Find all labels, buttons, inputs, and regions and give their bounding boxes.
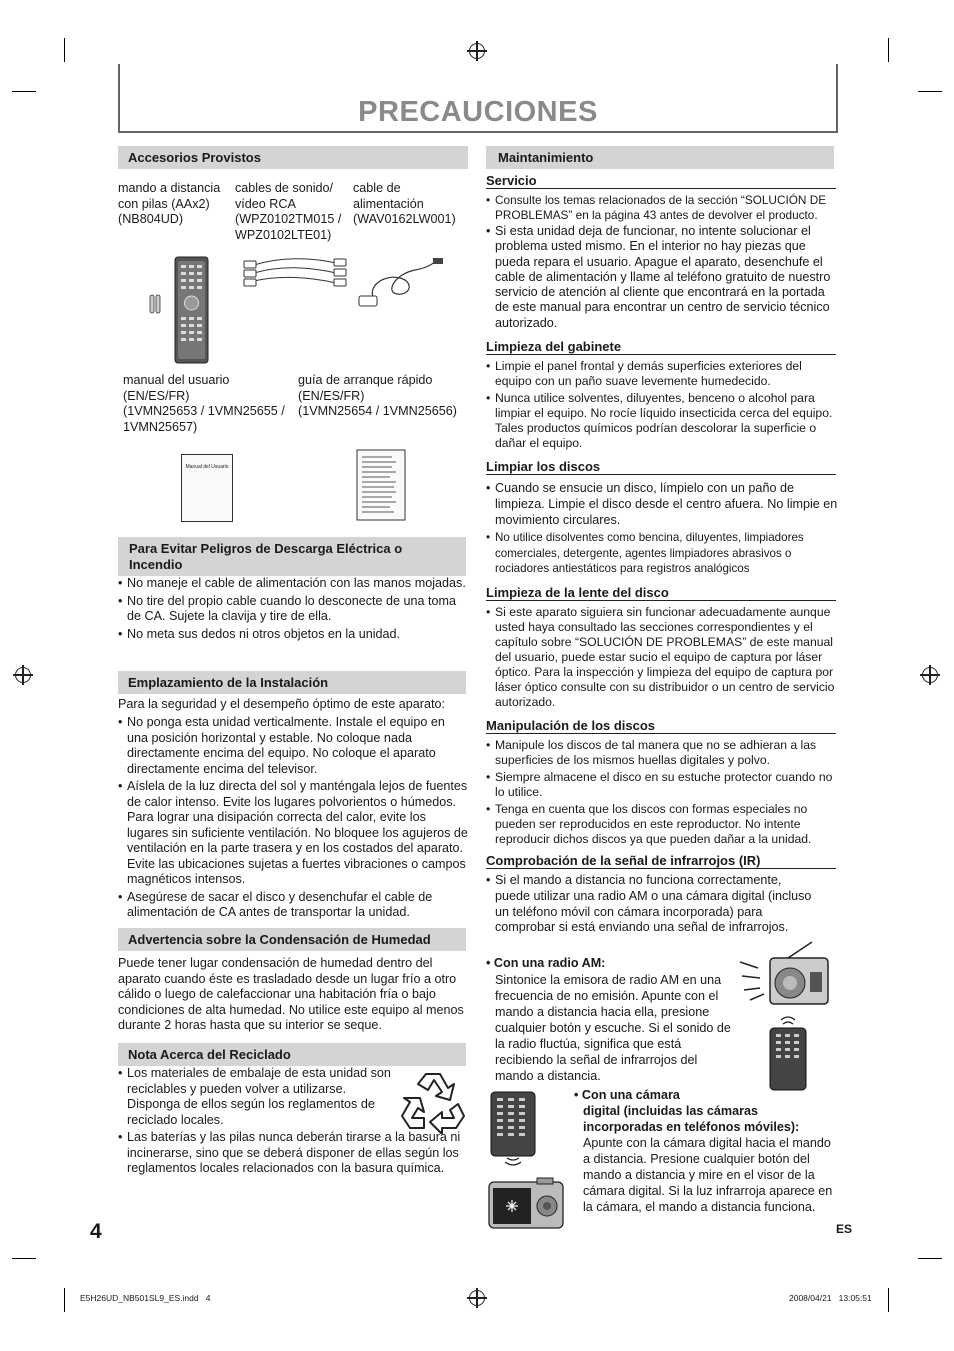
crop-mark xyxy=(918,1258,942,1259)
radio-icon xyxy=(738,940,836,1010)
subheading-manipulacion: Manipulación de los discos xyxy=(486,718,836,734)
page-title: PRECAUCIONES xyxy=(358,96,598,128)
list-item: • Los materiales de embalaje de esta unidad son reciclables y pueden volver a utilizarse. Disponga de ellos según los reglamentos de reciclado locales. xyxy=(118,1066,395,1128)
ir-radio-text: Sintonice la emisora de radio AM en una frecuencia de no emisión. Apunte con el mando a distancia hacia ella, presione cualquier botón y escuche. Si el sonido de la radio fluctúa, significa que está recibiendo la señal de infrarrojos del mando a distancia. xyxy=(495,973,731,1083)
condensacion-text: Puede tener lugar condensación de humedad dentro del aparato cuando éste es trasladado desde un lugar frío a otro cálido o luego de calefaccionar una habitación fría o bajo condiciones de alta humedad. No utilice este equipo al menos durante 2 horas hasta que su interior se seque. xyxy=(118,956,464,1032)
remote-control-icon xyxy=(487,1090,539,1174)
quick-start-guide-icon xyxy=(356,449,406,521)
list-item: • Si esta unidad deja de funcionar, no intente solucionar el problema usted mismo. En el interior no hay piezas que pueda repara el usuario. Apague el aparato, desenchufe el cable de alimentación y llame al teléfono gratuito de nuestro servicio de atención al cliente que encontrará en la portada de este manual para encontrar un centro de servicio técnico autorizado. xyxy=(486,224,838,331)
crop-mark xyxy=(888,1288,889,1312)
accessory-quickstart-label: guía de arranque rápido (EN/ES/FR) (1VMN25654 / 1VMN25656) xyxy=(298,373,457,418)
registration-mark-icon xyxy=(469,1290,485,1306)
remote-control-icon xyxy=(146,255,210,365)
remote-control-icon xyxy=(765,1012,811,1092)
manipulacion-list xyxy=(486,738,838,849)
list-item: • Si este aparato siguiera sin funcionar adecuadamente aunque usted haya consultado las secciones correspondientes y el capítulo sobre “SOLUCIÓN DE PROBLEMAS” de este manual del usuario, puede estar sucio el equipo de captura por láser óptico. Para la inspección y limpieza del equipo de captura por láser óptico consulte con su distribuidor o un centro de servicio autorizado. xyxy=(486,605,838,710)
language-label: ES xyxy=(836,1222,853,1236)
subheading-discos: Limpiar los discos xyxy=(486,459,836,475)
lente-list xyxy=(486,605,838,712)
list-item: • Las baterías y las pilas nunca deberán tirarse a la basura ni incinerarse, sino que se deberá disponer de ellas según los reglamentos locales relacionados con la basura química. xyxy=(118,1130,468,1177)
list-item: • No meta sus dedos ni otros objetos en la unidad. xyxy=(118,627,468,643)
accessory-remote-label: mando a distancia con pilas (AAx2) (NB804UD) xyxy=(118,181,221,226)
av-cable-icon xyxy=(240,255,350,300)
crop-mark xyxy=(888,38,889,62)
subheading-lente: Limpieza de la lente del disco xyxy=(486,585,836,601)
list-item: • Siempre almacene el disco en su estuche protector cuando no lo utilice. xyxy=(486,770,838,800)
list-item: • Tenga en cuenta que los discos con formas especiales no pueden ser reproducidos en este reproductor. No intente reproducir dichos discos ya que pueden dañar a la unidad. xyxy=(486,802,838,847)
registration-mark-icon xyxy=(469,43,485,59)
servicio-list xyxy=(486,193,838,333)
gabinete-list xyxy=(486,359,838,453)
list-item: • No utilice disolventes como bencina, diluyentes, limpiadores comerciales, detergente, agentes limpiadores abrasivos o rociadores antiestáticos para registros analógicos xyxy=(486,530,838,577)
section-heading-descarga: Para Evitar Peligros de Descarga Eléctrica o Incendio xyxy=(118,537,466,576)
ir-radio-heading: • Con una radio AM: xyxy=(486,956,606,970)
accessory-power-cable-label: cable de alimentación (WAV0162LW001) xyxy=(353,181,456,226)
accessory-manual-label: manual del usuario (EN/ES/FR) (1VMN25653 / 1VMN25655 / 1VMN25657) xyxy=(123,373,285,434)
registration-mark-icon xyxy=(15,667,31,683)
list-item: • Asegúrese de sacar el disco y desenchufar el cable de alimentación de CA antes de transportar la unidad. xyxy=(118,890,468,921)
registration-mark-icon xyxy=(922,667,938,683)
discos-list xyxy=(486,480,838,579)
list-item: • No maneje el cable de alimentación con las manos mojadas. xyxy=(118,576,468,592)
emplazamiento-intro: Para la seguridad y el desempeño óptimo de este aparato: xyxy=(118,697,445,711)
ir-list xyxy=(486,873,816,938)
user-manual-icon: Manual del Usuario xyxy=(181,454,233,522)
descarga-list xyxy=(118,576,468,644)
subheading-servicio: Servicio xyxy=(486,173,836,189)
subheading-gabinete: Limpieza del gabinete xyxy=(486,339,836,355)
list-item: • Manipule los discos de tal manera que no se adhieran a las superficies de los mismos huellas digitales y polvo. xyxy=(486,738,838,768)
crop-mark xyxy=(64,1288,65,1312)
section-heading-reciclado: Nota Acerca del Reciclado xyxy=(118,1043,466,1066)
list-item: • Si el mando a distancia no funciona correctamente, puede utilizar una radio AM o una cámara digital (incluso un teléfono móvil con cámara incorporada) para comprobar si está enviando una señal de infrarrojos. xyxy=(486,873,816,936)
footer-timestamp: 2008/04/21 13:05:51 xyxy=(789,1293,872,1303)
list-item: • No tire del propio cable cuando lo desconecte de una toma de CA. Sujete la clavija y tire de ella. xyxy=(118,594,468,625)
power-cable-icon xyxy=(355,256,445,311)
list-item: • No ponga esta unidad verticalmente. Instale el equipo en una posición horizontal y estable. No coloque nada directamente encima del equipo. No coloque el aparato directamente encima del televisor. xyxy=(118,715,468,777)
accessory-av-cable-label: cables de sonido/ vídeo RCA (WPZ0102TM015 / WPZ0102LTE01) xyxy=(235,181,342,242)
crop-mark xyxy=(918,91,942,92)
list-item: • Cuando se ensucie un disco, límpielo con un paño de limpieza. Limpie el disco desde el centro afuera. No limpie en movimiento circulares. xyxy=(486,480,838,528)
list-item: • Aíslela de la luz directa del sol y manténgala lejos de fuentes de calor intenso. Evite los lugares polvorientos o húmedos. Para lograr una disipación correcta del calor, evite los lugares sin suficiente ventilación. No bloquee los agujeros de ventilación en la parte trasera y en los costados del aparato. Evite las ubicaciones sujetas a fuertes vibraciones o campos magnéticos intensos. xyxy=(118,779,468,888)
list-item: • Limpie el panel frontal y demás superficies exteriores del equipo con un paño suave levemente humedecido. xyxy=(486,359,838,389)
section-heading-mantenimiento: Maintanimiento xyxy=(486,146,834,169)
crop-mark xyxy=(12,91,36,92)
emplazamiento-list xyxy=(118,715,468,923)
subheading-ir: Comprobación de la señal de infrarrojos (IR) xyxy=(486,853,836,869)
ir-camera-heading: • Con una cámara digital (incluidas las cámaras incorporadas en teléfonos móviles): xyxy=(574,1088,800,1134)
ir-camera-text: Apunte con la cámara digital hacia el mando a distancia. Presione cualquier botón del mando a distancia y mire en el visor de la cámara digital. Si la luz infrarroja aparece en la cámara, el mando a distancia funciona. xyxy=(583,1136,833,1214)
section-heading-condensacion: Advertencia sobre la Condensación de Humedad xyxy=(118,928,466,951)
page-number: 4 xyxy=(90,1220,102,1243)
section-heading-accesorios: Accesorios Provistos xyxy=(118,146,468,169)
crop-mark xyxy=(12,1258,36,1259)
crop-mark xyxy=(64,38,65,62)
section-heading-emplazamiento: Emplazamiento de la Instalación xyxy=(118,671,466,694)
recycle-icon xyxy=(400,1068,468,1134)
list-item: • Consulte los temas relacionados de la sección “SOLUCIÓN DE PROBLEMAS” en la página 43 antes de devolver el producto. xyxy=(486,193,838,222)
footer-file-name: E5H26UD_NB501SL9_ES.indd 4 xyxy=(80,1293,211,1303)
digital-camera-icon xyxy=(487,1176,565,1230)
list-item: • Nunca utilice solventes, diluyentes, benceno o alcohol para limpiar el equipo. No rocíe líquido insecticida cerca del equipo. Tales productos químicos podrían descolorar la superficie o dañar el equipo. xyxy=(486,391,838,451)
title-frame xyxy=(118,64,838,133)
